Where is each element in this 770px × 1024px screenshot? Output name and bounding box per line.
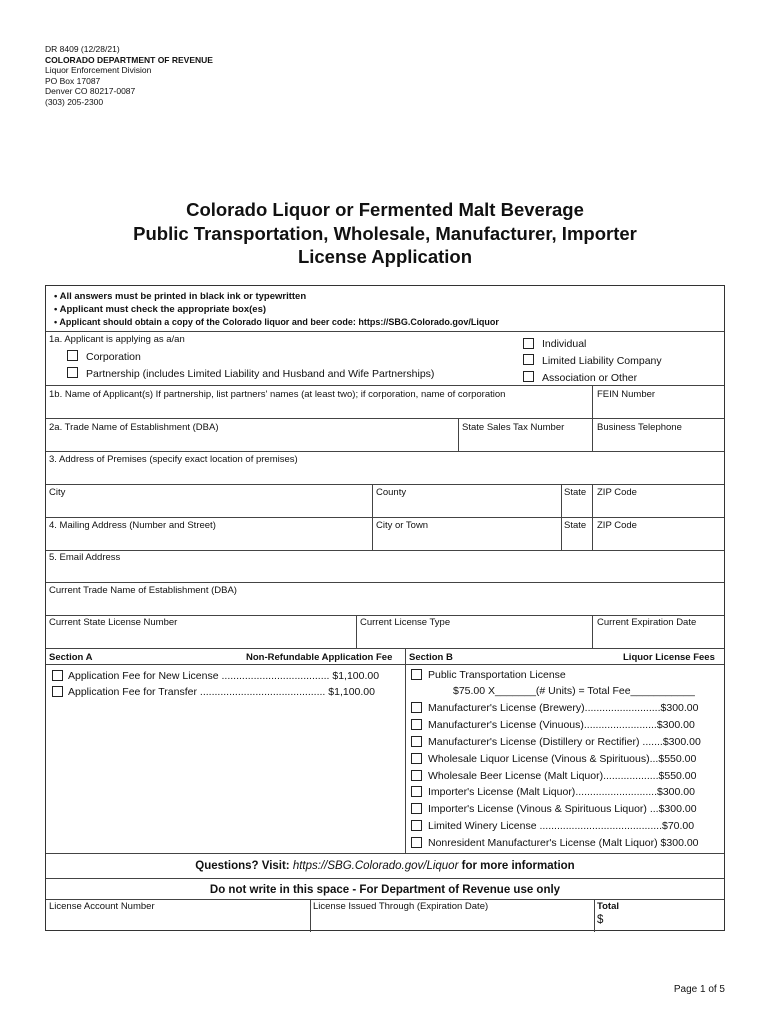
limited-winery-checkbox[interactable] <box>411 820 422 831</box>
issued-through-label: License Issued Through (Expiration Date) <box>313 901 489 912</box>
individual-label: Individual <box>542 338 587 350</box>
divider <box>46 484 724 485</box>
corporation-label: Corporation <box>86 351 141 363</box>
transfer-fee: Application Fee for Transfer ........................................... $1,100.00 <box>68 686 375 698</box>
zip-label: ZIP Code <box>597 487 637 498</box>
state-label: State <box>564 487 587 498</box>
divider <box>592 484 593 517</box>
city-label: City <box>49 487 66 498</box>
divider <box>46 853 724 854</box>
help-link[interactable]: https://SBG.Colorado.gov/Liquor <box>292 860 459 872</box>
nonresident-checkbox[interactable] <box>411 837 422 848</box>
divider <box>310 899 311 932</box>
current-dba-label: Current Trade Name of Establishment (DBA) <box>49 585 237 596</box>
division-name: Liquor Enforcement Division <box>45 65 152 76</box>
section-a-fee-header: Non-Refundable Application Fee <box>246 652 393 663</box>
total-dollar: $ <box>597 914 604 926</box>
divider <box>594 899 595 932</box>
title-line-1: Colorado Liquor or Fermented Malt Beverage <box>186 199 584 220</box>
q2a-label: 2a. Trade Name of Establishment (DBA) <box>49 422 219 433</box>
partnership-label: Partnership (includes Limited Liability and Husband and Wife Partnerships) <box>86 368 435 380</box>
telephone-label: Business Telephone <box>597 422 682 433</box>
section-b-fee-header: Liquor License Fees <box>623 652 715 663</box>
divider <box>372 517 373 550</box>
account-number-label: License Account Number <box>49 901 155 912</box>
page-number: Page 1 of 5 <box>673 984 725 995</box>
questions-line: Questions? Visit: https://SBG.Colorado.gov/Liquor for more information <box>195 860 575 872</box>
application-form <box>45 285 725 931</box>
importer-vinous-fee: Importer's License (Vinous & Spirituous Liquor) ...$300.00 <box>428 803 697 815</box>
divider <box>46 331 724 332</box>
wholesale-liquor-fee: Wholesale Liquor License (Vinous & Spirituous)...$550.00 <box>428 753 697 765</box>
divider <box>46 517 724 518</box>
nonresident-fee: Nonresident Manufacturer's License (Malt Liquor) $300.00 <box>428 837 699 849</box>
current-expiration-label: Current Expiration Date <box>597 617 697 628</box>
individual-checkbox[interactable] <box>523 338 534 349</box>
sales-tax-label: State Sales Tax Number <box>462 422 565 433</box>
importer-vinous-checkbox[interactable] <box>411 803 422 814</box>
wholesale-liquor-checkbox[interactable] <box>411 753 422 764</box>
vinuous-checkbox[interactable] <box>411 719 422 730</box>
divider <box>46 385 724 386</box>
title-line-2: Public Transportation, Wholesale, Manufacturer, Importer <box>133 222 637 244</box>
llc-checkbox[interactable] <box>523 354 534 365</box>
importer-malt-checkbox[interactable] <box>411 786 422 797</box>
divider <box>46 582 724 583</box>
divider <box>46 418 724 419</box>
public-transport-checkbox[interactable] <box>411 669 422 680</box>
instruction-2: • Applicant must check the appropriate box(es) <box>54 304 267 315</box>
divider <box>46 615 724 616</box>
mailing-city-label: City or Town <box>376 520 429 531</box>
section-a-title: Section A <box>49 652 93 663</box>
phone-line: (303) 205-2300 <box>45 96 104 107</box>
llc-label: Limited Liability Company <box>542 355 662 367</box>
divider <box>46 451 724 452</box>
vinuous-fee: Manufacturer's License (Vinuous).........................$300.00 <box>428 719 695 731</box>
divider <box>46 648 724 649</box>
po-box: PO Box 17087 <box>45 75 101 86</box>
current-license-type-label: Current License Type <box>360 617 451 628</box>
city-line: Denver CO 80217-0087 <box>45 86 136 97</box>
importer-malt-fee: Importer's License (Malt Liquor)............................$300.00 <box>428 786 695 798</box>
distillery-fee: Manufacturer's License (Distillery or Rectifier) .......$300.00 <box>428 736 701 748</box>
email-label: 5. Email Address <box>49 552 121 563</box>
wholesale-beer-checkbox[interactable] <box>411 770 422 781</box>
instruction-3: • Applicant should obtain a copy of the Colorado liquor and beer code: https://SBG.Colorado.gov/Liquor <box>54 317 499 327</box>
divider <box>372 484 373 517</box>
partnership-checkbox[interactable] <box>67 367 78 378</box>
section-b-title: Section B <box>409 652 453 663</box>
divider <box>458 418 459 451</box>
brewery-fee: Manufacturer's License (Brewery)..........................$300.00 <box>428 702 699 714</box>
q4-label: 4. Mailing Address (Number and Street) <box>49 520 216 531</box>
divider <box>592 517 593 550</box>
q1a-label: 1a. Applicant is applying as a/an <box>49 334 185 345</box>
new-license-checkbox[interactable] <box>52 670 63 681</box>
divider <box>46 550 724 551</box>
brewery-checkbox[interactable] <box>411 702 422 713</box>
transfer-checkbox[interactable] <box>52 686 63 697</box>
divider <box>592 385 593 418</box>
current-license-number-label: Current State License Number <box>49 617 178 628</box>
divider <box>46 664 724 665</box>
limited-winery-fee: Limited Winery License ..........................................$70.00 <box>428 820 695 832</box>
fein-label: FEIN Number <box>597 389 656 400</box>
divider <box>46 899 724 900</box>
divider <box>46 878 724 879</box>
office-use-title: Do not write in this space - For Department of Revenue use only <box>209 884 561 896</box>
instruction-1: • All answers must be printed in black ink or typewritten <box>54 291 307 302</box>
total-label: Total <box>597 901 619 912</box>
distillery-checkbox[interactable] <box>411 736 422 747</box>
divider <box>561 517 562 550</box>
agency-header <box>45 44 213 108</box>
department-name: COLORADO DEPARTMENT OF REVENUE <box>45 54 213 65</box>
new-license-fee: Application Fee for New License ..................................... $1,100.00 <box>68 670 380 682</box>
corporation-checkbox[interactable] <box>67 350 78 361</box>
mailing-zip-label: ZIP Code <box>597 520 637 531</box>
divider <box>592 615 593 648</box>
association-label: Association or Other <box>542 372 638 384</box>
wholesale-beer-fee: Wholesale Beer License (Malt Liquor)...................$550.00 <box>428 770 697 782</box>
title-line-3: License Application <box>297 246 473 267</box>
county-label: County <box>376 487 407 498</box>
public-transport-label: Public Transportation License <box>428 669 566 681</box>
public-transport-fee-line: $75.00 X_______(# Units) = Total Fee___________ <box>453 685 695 697</box>
association-checkbox[interactable] <box>523 371 534 382</box>
divider <box>356 615 357 648</box>
divider <box>592 418 593 451</box>
divider <box>561 484 562 517</box>
q3-label: 3. Address of Premises (specify exact location of premises) <box>49 454 298 465</box>
divider <box>405 648 406 853</box>
form-title <box>0 198 770 269</box>
form-number: DR 8409 (12/28/21) <box>45 44 120 54</box>
mailing-state-label: State <box>564 520 587 531</box>
q1b-label: 1b. Name of Applicant(s) If partnership, list partners' names (at least two); if corporation, name of corporation <box>49 389 506 400</box>
